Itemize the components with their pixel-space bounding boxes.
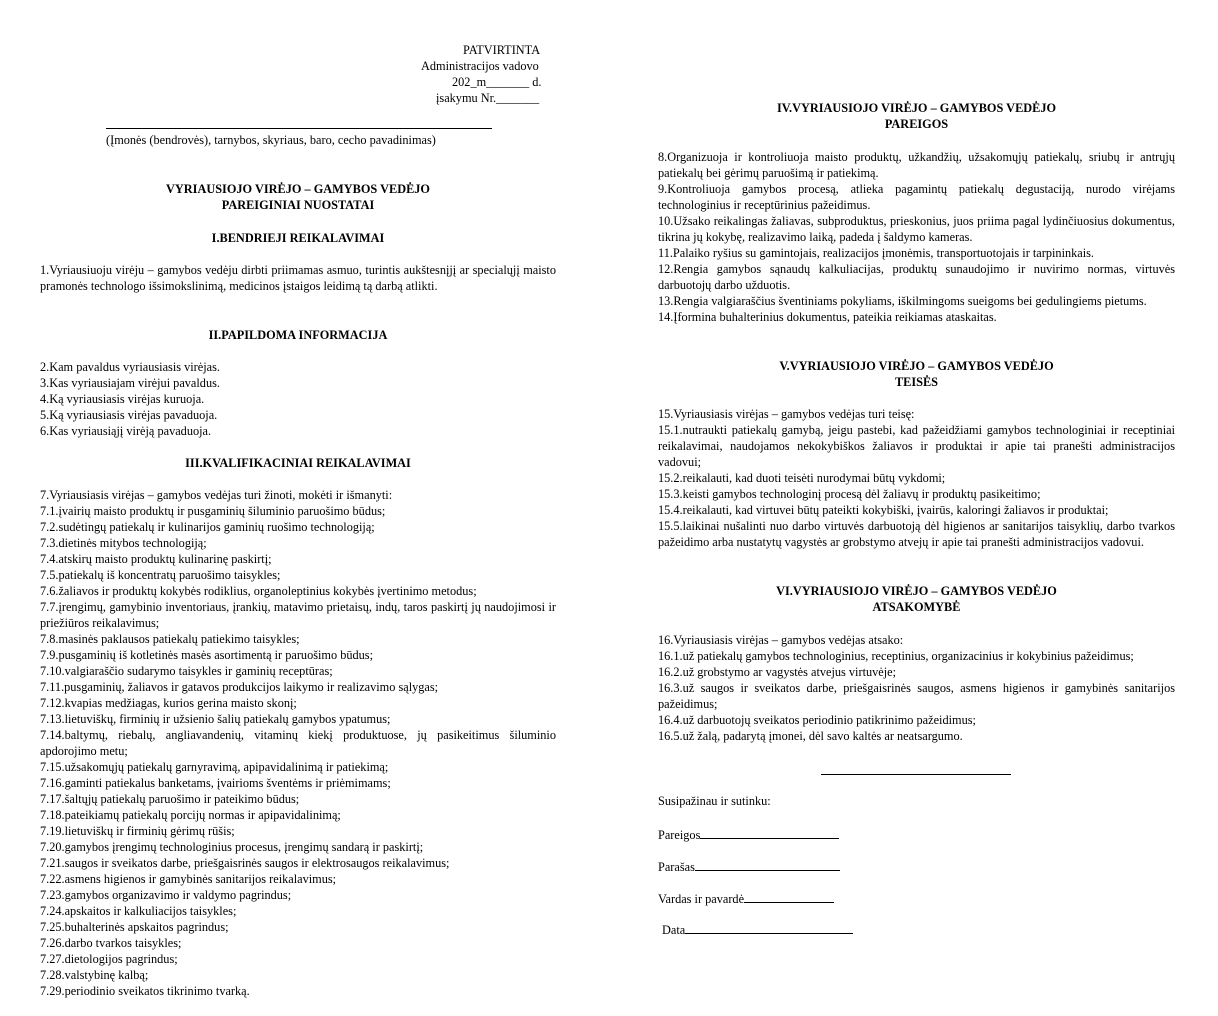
name-line[interactable] [744,890,834,903]
list-item: 16.Vyriausiasis virėjas – gamybos vedėjas atsako: [658,633,904,647]
date-line[interactable] [685,921,853,934]
date-label: Data [662,923,686,937]
approval-title: PATVIRTINTA [463,43,541,57]
section-5-list [658,406,1175,550]
approval-order-number: įsakymu Nr._______ [436,91,540,105]
list-item: 15.2.reikalauti, kad duoti teisėti nurodymai būtų vykdomi; [658,471,946,485]
list-item: 4.Ką vyriausiasis virėjas kuruoja. [40,392,205,406]
list-item: 7.12.kvapias medžiagas, kurios gerina maisto skonį; [40,696,297,710]
position-field[interactable] [658,826,839,843]
list-item: 16.2.už grobstymo ar vagystės atvejus virtuvėje; [658,665,897,679]
list-item: 7.15.užsakomųjų patiekalų garnyravimą, apipavidalinimą ir patiekimą; [40,760,389,774]
list-item: 9.Kontroliuoja gamybos procesą, atlieka pagamintų patiekalų degustaciją, nurodo virėjams technologinius ir receptūrinius pažeidimus. [658,182,1175,212]
list-item: 7.21.saugos ir sveikatos darbe, priešgaisrinės saugos ir elektrosaugos reikalavimus; [40,856,450,870]
list-item: 16.3.už saugos ir sveikatos darbe, priešgaisrinės saugos, asmens higienos ir gamybinės sanitarijos pažeidimus; [658,681,1175,711]
list-item: 7.2.sudėtingų patiekalų ir kulinarijos gaminių ruošimo technologiją; [40,520,375,534]
approval-block [421,42,561,106]
section-1-title: I.BENDRIEJI REIKALAVIMAI [211,231,385,245]
list-item: 15.Vyriausiasis virėjas – gamybos vedėjas turi teisę: [658,407,915,421]
section-2-list [40,359,556,439]
list-item: 13.Rengia valgiaraščius šventiniams pokyliams, iškilmingoms sueigoms bei gedulingiems pietums. [658,294,1147,308]
list-item: 7.11.pusgaminių, žaliavos ir gatavos produkcijos laikymo ir realizavimo sąlygas; [40,680,439,694]
list-item: 7.22.asmens higienos ir gamybinės sanitarijos reikalavimus; [40,872,337,886]
list-item: 3.Kas vyriausiajam virėjui pavaldus. [40,376,220,390]
list-item: 7.9.pusgaminių iš kotletinės masės asortimentą ir paruošimo būdus; [40,648,374,662]
list-item: 7.26.darbo tvarkos taisykles; [40,936,182,950]
approval-date: 202_m_______ d. [452,75,542,89]
section-4-title-line1: IV.VYRIAUSIOJO VIRĖJO – GAMYBOS VEDĖJO [776,101,1057,115]
section-3-list [40,487,556,999]
section-3-title: III.KVALIFIKACINIAI REIKALAVIMAI [185,456,411,470]
section-4-list [658,149,1175,325]
list-item: 15.3.keisti gamybos technologinį procesą dėl žaliavų ir produktų pasikeitimo; [658,487,1041,501]
list-item: 7.5.patiekalų iš koncentratų paruošimo taisykles; [40,568,281,582]
company-name-line [106,128,492,129]
signature-label: Parašas [658,860,695,874]
list-item: 7.4.atskirų maisto produktų kulinarinę paskirtį; [40,552,272,566]
list-item: 7.6.žaliavos ir produktų kokybės rodiklius, organoleptinius kokybės įvertinimo metodus; [40,584,477,598]
list-item: 15.5.laikinai nušalinti nuo darbo virtuvės darbuotoją dėl higienos ar sanitarijos taisyklių, darbo tvarkos pažeidimo arba nustatytų vagystės ar grobstymo atvejų ir apie tai pranešti administracijos vadovui. [658,519,1175,549]
list-item: 16.1.už patiekalų gamybos technologinius, receptinius, organizacinius ir kokybinius pažeidimus; [658,649,1134,663]
list-item: 7.24.apskaitos ir kalkuliacijos taisykles; [40,904,237,918]
section-2-title: II.PAPILDOMA INFORMACIJA [208,328,388,342]
section-5-title-line2: TEISĖS [894,375,939,389]
document-title-line1: VYRIAUSIOJO VIRĖJO – GAMYBOS VEDĖJO [166,182,430,196]
list-item: 7.18.pateikiamų patiekalų porcijų normas ir apipavidalinimą; [40,808,341,822]
list-item: 7.20.gamybos įrengimų technologinius procesus, įrengimų sandarą ir paskirtį; [40,840,424,854]
signature-line[interactable] [695,858,840,871]
list-item: 7.16.gaminti patiekalus banketams, įvairioms šventėms ir priėmimams; [40,776,391,790]
list-item: 7.3.dietinės mitybos technologiją; [40,536,207,550]
position-line[interactable] [700,826,839,839]
list-item: 11.Palaiko ryšius su gamintojais, realizacijos įmonėmis, transportuotojais ir tarpininkais. [658,246,1095,260]
agreement-label: Susipažinau ir sutinku: [658,794,771,808]
list-item: 7.17.šaltųjų patiekalų paruošimo ir pateikimo būdus; [40,792,300,806]
section-6-title-line2: ATSAKOMYBĖ [872,600,961,614]
list-item: 16.4.už darbuotojų sveikatos periodinio patikrinimo pažeidimus; [658,713,976,727]
list-item: 7.28.valstybinę kalbą; [40,968,149,982]
position-label: Pareigos [658,828,701,842]
list-item: 7.10.valgiaraščio sudarymo taisykles ir gaminių receptūras; [40,664,333,678]
section-6-title-line1: VI.VYRIAUSIOJO VIRĖJO – GAMYBOS VEDĖJO [776,584,1057,598]
list-item: 8.Organizuoja ir kontroliuoja maisto produktų, užkandžių, užsakomųjų patiekalų, sriubų ir antrųjų patiekalų bei gėrimų paruošimą ir patiekimą. [658,150,1175,180]
list-item: 7.8.masinės paklausos patiekalų patiekimo taisykles; [40,632,300,646]
section-6-list [658,632,1175,744]
list-item: 7.Vyriausiasis virėjas – gamybos vedėjas turi žinoti, mokėti ir išmanyti: [40,488,393,502]
list-item: 7.23.gamybos organizavimo ir valdymo pagrindus; [40,888,292,902]
section-6-title [658,583,1175,615]
date-field[interactable] [662,921,853,938]
list-item: 10.Užsako reikalingas žaliavas, subproduktus, prieskonius, juos priima pagal lydinčiuosius dokumentus, tikrina jų kokybę, realizavimo laiką, padeda į šaldymo kameras. [658,214,1175,244]
list-item: 16.5.už žalą, padarytą įmonei, dėl savo kaltės ar neatsargumo. [658,729,963,743]
list-item: 7.19.lietuviškų ir firminių gėrimų rūšis; [40,824,235,838]
name-label: Vardas ir pavardė [658,892,745,906]
list-item: 5.Ką vyriausiasis virėjas pavaduoja. [40,408,218,422]
section-5-title [658,358,1175,390]
list-item: 7.25.buhalterinės apskaitos pagrindus; [40,920,229,934]
list-item: 7.7.įrengimų, gamybinio inventoriaus, įrankių, matavimo prietaisų, indų, taros paskirtį jų naudojimosi ir priežiūros reikalavimus; [40,600,556,630]
section-5-title-line1: V.VYRIAUSIOJO VIRĖJO – GAMYBOS VEDĖJO [779,359,1054,373]
list-item: 14.Įformina buhalterinius dokumentus, pateikia reikiamas ataskaitas. [658,310,997,324]
list-item: 6.Kas vyriausiąjį virėją pavaduoja. [40,424,212,438]
list-item: 7.27.dietologijos pagrindus; [40,952,178,966]
section-4-title [658,100,1175,132]
section-1-text: 1.Vyriausiuoju virėju – gamybos vedėju dirbti priimamas asmuo, turintis aukštesnįjį ar specialųjį maisto pramonės technologo išsimokslinimą, medicinos įstaigos leidimą tą darbą atlikti. [40,263,556,293]
list-item: 15.1.nutraukti patiekalų gamybą, jeigu pastebi, kad pažeidžiami gamybos technologiniai ir receptiniai reikalavimai, naudojamos nekokybiškos žaliavos ir produktai ir apie tai pranešti administracijos vadovui; [658,423,1175,469]
signature-field[interactable] [658,858,840,875]
section-end-divider [821,774,1011,775]
list-item: 7.14.baltymų, riebalų, angliavandenių, vitaminų kiekį produktuose, jų pasikeitimus šiluminio apdorojimo metu; [40,728,556,758]
approval-authority: Administracijos vadovo [421,59,539,73]
section-4-title-line2: PAREIGOS [884,117,949,131]
name-field[interactable] [658,890,834,907]
list-item: 7.1.įvairių maisto produktų ir pusgaminių šiluminio paruošimo būdus; [40,504,386,518]
list-item: 12.Rengia gamybos sąnaudų kalkuliacijas, produktų sunaudojimo ir nuvirimo normas, virtuvės darbuotojų darbo užduotis. [658,262,1175,292]
document-title-line2: PAREIGINIAI NUOSTATAI [221,198,375,212]
list-item: 7.13.lietuviškų, firminių ir užsienio šalių patiekalų gamybos ypatumus; [40,712,391,726]
list-item: 7.29.periodinio sveikatos tikrinimo tvarką. [40,984,250,998]
list-item: 2.Kam pavaldus vyriausiasis virėjas. [40,360,220,374]
document-title [40,181,556,213]
list-item: 15.4.reikalauti, kad virtuvei būtų pateikti kokybiški, įvairūs, kaloringi žaliavos ir produktai; [658,503,1109,517]
company-caption: (Įmonės (bendrovės), tarnybos, skyriaus, baro, cecho pavadinimas) [106,133,436,147]
